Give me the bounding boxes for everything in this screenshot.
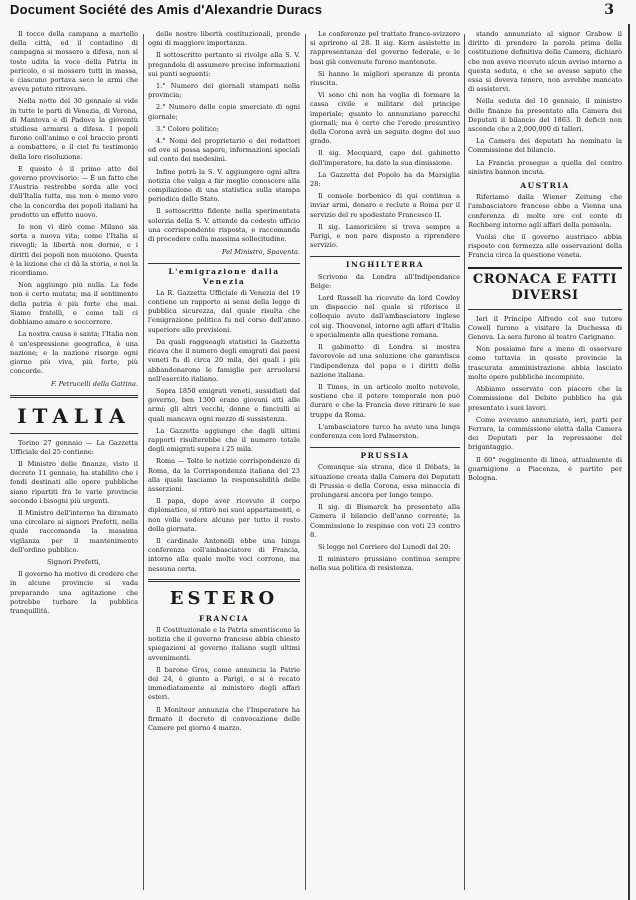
section-title-italia: ITALIA (17, 403, 131, 428)
article-paragraph: Non aggiungo più nulla. La fede non è certo mutata; ma il sentimento della patria è più forte che mai. Siamo fratelli, e come tali ci dobbiamo amare e soccorrere. (10, 281, 138, 327)
column-rule (305, 34, 306, 890)
article-paragraph: Il gabinetto di Londra si mostra favorevole ad una soluzione che garantisca l'indipendenza del papa e i diritti della nazione italiana. (310, 343, 460, 379)
section-divider (10, 433, 138, 434)
column-2 (148, 30, 300, 892)
article-signature: F. Petrucelli della Gattina. (50, 380, 138, 389)
article-paragraph: Comunque sia strana, dice il Débats, la situazione creata dalla Camera dei Deputati di Prussia e della Corona, essa minaccia di prolungarsi ancora per lungo tempo. (310, 463, 460, 499)
article-paragraph: Da quali raggueagli statistici la Gazzetta ricava che il numero degli emigrati dai paesi veneti fu di circa 20 mila, dei quali i più abbandonarono le famiglie per arruolarsi nell'esercito italiano. (148, 337, 300, 383)
article-paragraph: L'ambasciatore turco ha avuto una lunga conferenza con lord Palmerston. (310, 422, 460, 440)
list-item: 4.° Nomi del proprietario e dei redattori ed ove si possa sapere, informazioni speciali sul conto dei medesimi. (148, 137, 300, 164)
article-paragraph: Il 60° reggimento di linea, attualmente di guarnigione a Piacenza, è partito per Bologna. (468, 455, 622, 482)
list-item: 3.° Colore politico; (156, 124, 219, 133)
article-paragraph: Il Costituzionale e la Patria smentiscono la notizia che il governo francese abbia chiesto spiegazioni al governo italiano sugli ultimi avvenimenti. (148, 625, 300, 662)
article-paragraph: Il barone Gros, come annuncia la Patrie del 24, è giunto a Parigi, e si è recato immediatamente al ministero degli affari esteri. (148, 665, 300, 702)
section-divider (468, 309, 622, 310)
page-number: 3 (604, 2, 614, 18)
dateline: La Gazzetta del Popolo ha da Marsiglia 28: (310, 170, 460, 189)
article-paragraph: Il tocco della campana a martello della città, ed il contadino di campagna si mossero a difesa, non sì tosto udita la voce della Patria in pericolo, e si mossero tutti in massa, e ciascuno portava seco le armi che aveva potuto ritrovare. (10, 30, 138, 94)
article-paragraph: Scrivono da Londra all'Indipendance Belge: (310, 272, 460, 290)
article-paragraph: stando annunziato al signor Grabow il diritto di prendere la parola prima della costituzione definitiva della Camera, dichiarò che non aveva ricevuto alcun avviso intorno a questa seduta, e che se avesse saputo che essa si doveva tenere, non avrebbe mancato di assistervi. (468, 30, 622, 94)
section-divider (10, 395, 138, 398)
list-item: 1.° Numero dei giornali stampati nella provincia; (148, 82, 300, 100)
column-4 (468, 30, 622, 892)
sub-heading: AUSTRIA (520, 181, 570, 191)
article-paragraph: Il sig. Mocquard, capo del gabinetto dell'imperatore, ha dato la sua dimissione. (310, 149, 460, 167)
document-banner: Document Société des Amis d'Alexandrie Duracs (10, 2, 323, 17)
article-paragraph: Come avevamo annunziato, ieri, parti per Ferrara, la commissione eletta dalla Camera dei Deputati per la repressione del brigantaggio. (468, 415, 622, 452)
article-paragraph: Il papa, dopo aver ricevuto il corpo diplomatico, si ritirò nei suoi appartamenti, e non volle vedere alcuno per tutto il resto della giornata. (148, 497, 300, 533)
article-paragraph: Le conferenze pel trattato franco-svizzero si aprirono al 28. Il sig. Kern assistette in rappresentanza del governo federale, e le basi già convenute furono mantenute. (310, 30, 460, 66)
column-3 (310, 30, 460, 892)
dateline: Roma — Tolte le notizie corrispondenze di Roma, da la Corrispondenza italiana del 23 alla quale lasciamo la responsabilità delle asserzioni. (148, 457, 300, 493)
page-header (0, 0, 636, 24)
column-rule (464, 34, 465, 890)
article-paragraph: Infine potrà la S. V. aggiungere ogni altra notizia che valga a far meglio conoscere alla compilazione di una statistica sulla stampa periodica dello Stato. (148, 167, 300, 204)
sub-heading: PRUSSIA (310, 447, 460, 460)
article-paragraph: Il sig. Lamoricière si trova sempre a Parigi, e non pare disposto a riprendere servizio. (310, 222, 460, 250)
article-paragraph: Il sottoscritto pertanto si rivolge alla S. V. pregandola di assumere precise informazioni sui punti seguenti: (148, 51, 300, 78)
article-paragraph: Il sottoscritto fidente nella sperimentata solerzia della S. V. attende da codesto ufficio una corrispondente risposta, e raccomanda di procedere colla massima sollecitudine. (148, 207, 300, 244)
article-paragraph: E questo è il primo atto del governo provvisorio: — È un fatto che l'Austria restrebbe sorda alle voci dell'Italia tutta, ma non è meno vero che la concordia dei popoli italiani ha prodotto un effetto nuovo. (10, 164, 138, 219)
article-paragraph: Il cardinale Antonelli ebbe una lunga conferenza coll'ambasciatore di Francia, intorno alla quale molte voci corrono, ma nessuna certa. (148, 536, 300, 573)
section-divider (148, 579, 300, 582)
section-title-cronaca: CRONACA E FATTI DIVERSI (468, 267, 622, 304)
column-1 (10, 30, 138, 892)
article-paragraph: Il Times, in un articolo molto notevole, sostiene che il potere temporale non può durare e che la Francia deve ritirare le sue truppe da Roma. (310, 382, 460, 419)
article-paragraph: Nella notte del 30 gennaio si vide in tutte le parti di Venezia, di Verona, di Mantova e di Padova la gioventù studiosa armarsi a difesa. I popoli furono coll'animo e col braccio pronti a combattere, e il ciel fu testimonio della loro risoluzione. (10, 97, 138, 161)
article-paragraph: Il console borbonico di qui continua a inviar armi, denaro e reclute a Roma per il servizio del re spodestato Francesco II. (310, 192, 460, 219)
article-paragraph: La Francia prosegue a quella del centro sinistra bannon incuta. (468, 158, 622, 176)
article-paragraph: Il Moniteur annunzia che l'Imperatore ha firmato il decreto di convocazione delle Camere pel giorno 4 marzo. (148, 705, 300, 732)
article-paragraph: Io non vi dirò come Milano sia sorta a nuova vita; come l'Italia si risvegli; la libertà non dorme, e i diritti dei popoli non muoiono. Questa è la lezione che ci dà la storia, e noi la ricordiamo. (10, 223, 138, 278)
article-paragraph: Si legge nel Corriere del Lunedì del 20: (318, 542, 451, 551)
article-paragraph: Il Ministro delle finanze, visto il decreto 11 gennaio, ha stabilito che i fondi destinati alle opere pubbliche siano ripartiti fra le varie provincie secondo i bisogni più urgenti. (10, 459, 138, 505)
article-paragraph: Si hanno le migliori speranze di pronta riuscita. (310, 69, 460, 88)
article-paragraph: Vi sono chi non ha voglia di formare la cassa civile e militare del principe imperiale; quanto lo annunziano parecchi giornali; ma è certo che l'erede presuntivo della Corona avrà un seguito degno del suo grado. (310, 91, 460, 146)
sub-heading: FRANCIA (198, 613, 250, 623)
article-paragraph: Ieri il Principe Alfredo col suo tutore Cowell furono a visitare la Duchessa di Genova. La sera furono al teatro Carignano. (468, 314, 622, 342)
list-item: 2.° Numero delle copie smerciate di ogni giornale; (148, 103, 300, 121)
dateline: Torino 27 gennaio — La Gazzetta Ufficiale del 25 contiene: (10, 438, 138, 456)
page-binding-edge (628, 24, 630, 900)
sub-heading: INGHILTERRA (310, 256, 460, 269)
article-paragraph: Il sig. di Bismarck ha presentato alla Camera il bilancio dell'anno corrente; la Commissione lo respinse con voti 23 contro 8. (310, 503, 460, 539)
section-title-estero: ESTERO (169, 587, 279, 609)
article-paragraph: delle nostre libertà costituzionali, prende ogni di maggiore importanza. (148, 30, 300, 48)
article-paragraph: Nella seduta del 10 gennaio, il ministro delle finanze ha presentato alla Camera dei Deputati il bilancio del 1863. Il deficit non ascende che a 2,000,000 di talleri. (468, 97, 622, 134)
article-paragraph: La R. Gazzetta Ufficiale di Venezia del 19 contiene un rapporto ai sensi della legge di pubblica sicurezza, dal quale risulta che l'emigrazione politica fu nel corso dell'anno superiore alle previsioni. (148, 288, 300, 334)
article-paragraph: La Gazzetta aggiunge che dagli ultimi rapporti risulterebbe che il numero totale degli emigrati supera i 25 mila. (148, 426, 300, 454)
article-paragraph: Vuolsi che il governo austriaco abbia risposto con fermezza alle osservazioni della Francia circa la questione veneta. (468, 233, 622, 260)
article-paragraph: La Camera dei deputati ha nominato la Commissione del bilancio. (468, 137, 622, 155)
article-paragraph: Il governo ha motivo di credere che in alcune provincie si vada preparando una agitazione che potrebbe turbare la pubblica tranquillità. (10, 570, 138, 615)
salutation: Signori Prefetti, (47, 557, 101, 566)
article-paragraph: Abbiamo osservato con piacere che la Commissione del Debito pubblico ha già presentato i suoi lavori. (468, 385, 622, 412)
article-paragraph: Il ministero prussiano continua sempre nella sua politica di resistenza. (310, 555, 460, 573)
article-signature: Pel Ministro, Spaventa. (221, 248, 300, 257)
column-rule (143, 34, 144, 890)
article-paragraph: Non possiamo fare a meno di osservare come tuttavia in queste provincie la trascurata amministrazione abbia lasciato molte opere pubbliche incompiute. (468, 345, 622, 381)
article-paragraph: Il Ministro dell'interno ha diramato una circolare ai signori Prefetti, nella quale raccomanda la massima vigilanza per il mantenimento dell'ordine pubblico. (10, 508, 138, 554)
article-paragraph: La nostra causa è santa; l'Italia non è un'espressione geografica, è una nazione; e la nazione risorge ogni giorno più viva, più forte, più concorde. (10, 330, 138, 376)
sub-heading: L'emigrazione dalla Venezia (148, 263, 300, 285)
article-paragraph: Riferiamo dalla Wiener Zeitung che l'ambasciatore francese ebbe a Vienna una conferenza di molte ore col conte di Rechberg intorno agli affari della penisola. (468, 193, 622, 229)
article-paragraph: Lord Russell ha ricevuto da lord Cowley un dispaccio nel quale si riferisce il colloquio avuto dall'ambasciatore inglese col sig. Thouvenel, intorno agli affari d'Italia e specialmente alla questione romana. (310, 294, 460, 339)
article-paragraph: Sopra 1850 emigrati veneti, sussidiati dal governo, ben 1300 erano giovani atti alle armi; gli altri vecchi, donne e fanciulli ai quali mancava ogni mezzo di sussistenza. (148, 386, 300, 423)
